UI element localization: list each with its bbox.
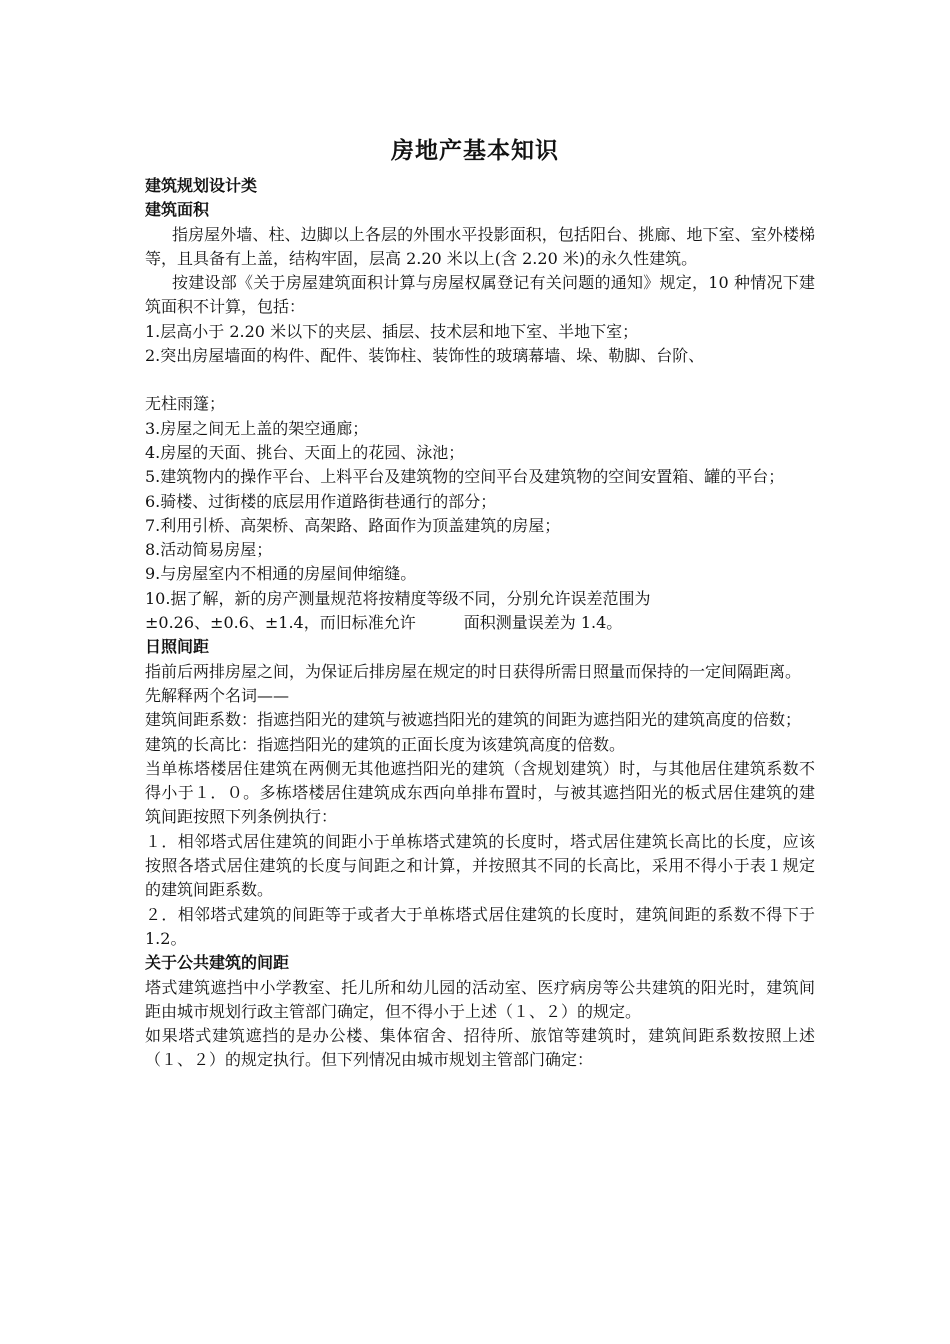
- paragraph: 建筑间距系数：指遮挡阳光的建筑与被遮挡阳光的建筑的间距为遮挡阳光的建筑高度的倍数；: [145, 710, 802, 730]
- list-item: 6.骑楼、过街楼的底层用作道路街巷通行的部分；: [145, 491, 497, 511]
- list-item-continuation: 无柱雨篷；: [145, 394, 226, 414]
- paragraph: 指前后两排房屋之间，为保证后排房屋在规定的时日获得所需日照量而保持的一定间隔距离。: [145, 661, 802, 681]
- document-body: [145, 174, 815, 1073]
- paragraph: 当单栋塔楼居住建筑在两侧无其他遮挡阳光的建筑（含规划建筑）时，与其他居住建筑系数不得小于１．０。多栋塔楼居住建筑成东西向单排布置时，与被其遮挡阳光的板式居住建筑的建筑间距按照下列条例执行：: [145, 758, 815, 827]
- paragraph: 塔式建筑遮挡中小学教室、托儿所和幼儿园的活动室、医疗病房等公共建筑的阳光时，建筑间距由城市规划行政主管部门确定，但不得小于上述（１、２）的规定。: [145, 977, 815, 1021]
- list-item: 8.活动简易房屋；: [145, 540, 273, 560]
- document-title: 房地产基本知识: [391, 138, 559, 164]
- list-item: 10.据了解，新的房产测量规范将按精度等级不同，分别允许误差范围为: [145, 588, 651, 608]
- paragraph: １．相邻塔式居住建筑的间距小于单栋塔式建筑的长度时，塔式居住建筑长高比的长度，应该按照各塔式居住建筑的长度与间距之和计算，并按照其不同的长高比，采用不得小于表１规定的建筑间距系数。: [145, 831, 815, 900]
- category-heading: 建筑规划设计类: [145, 176, 258, 195]
- list-item-continuation: [145, 611, 815, 635]
- paragraph: 如果塔式建筑遮挡的是办公楼、集体宿舍、招待所、旅馆等建筑时，建筑间距系数按照上述（１、２）的规定执行。但下列情况由城市规划主管部门确定：: [145, 1026, 815, 1070]
- list-item: 1.层高小于 2.20 米以下的夹层、插层、技术层和地下室、半地下室；: [145, 321, 639, 341]
- list-item: 3.房屋之间无上盖的架空通廊；: [145, 418, 369, 438]
- list-item: 5.建筑物内的操作平台、上料平台及建筑物的空间平台及建筑物的空间安置箱、罐的平台；: [145, 467, 785, 487]
- paragraph: 先解释两个名词——: [145, 685, 290, 705]
- list-item: 2.突出房屋墙面的构件、配件、装饰柱、装饰性的玻璃幕墙、垛、勒脚、台阶、: [145, 346, 705, 366]
- list-item: 7.利用引桥、高架桥、高架路、路面作为顶盖建筑的房屋；: [145, 515, 561, 535]
- section-heading-building-area: 建筑面积: [145, 200, 210, 220]
- paragraph: 指房屋外墙、柱、边脚以上各层的外围水平投影面积，包括阳台、挑廊、地下室、室外楼梯等，且具备有上盖，结构牢固，层高 2.20 米以上(含 2.20 米)的永久性建筑。: [145, 224, 815, 268]
- list-item: 9.与房屋室内不相通的房屋间伸缩缝。: [145, 564, 417, 584]
- paragraph: 按建设部《关于房屋建筑面积计算与房屋权属登记有关问题的通知》规定，10 种情况下建筑面积不计算，包括：: [145, 273, 815, 317]
- paragraph: 建筑的长高比：指遮挡阳光的建筑的正面长度为该建筑高度的倍数。: [145, 734, 626, 754]
- list-item: 4.房屋的天面、挑台、天面上的花园、泳池；: [145, 442, 465, 462]
- section-heading-sunlight: 日照间距: [145, 637, 210, 657]
- section-heading-public: 关于公共建筑的间距: [145, 953, 290, 973]
- tolerance-text: ±0.26、±0.6、±1.4，而旧标准允许: [145, 613, 416, 633]
- paragraph: ２．相邻塔式建筑的间距等于或者大于单栋塔式居住建筑的长度时，建筑间距的系数不得下于 1.2。: [145, 904, 815, 948]
- tolerance-text-end: 面积测量误差为 1.4。: [463, 613, 623, 633]
